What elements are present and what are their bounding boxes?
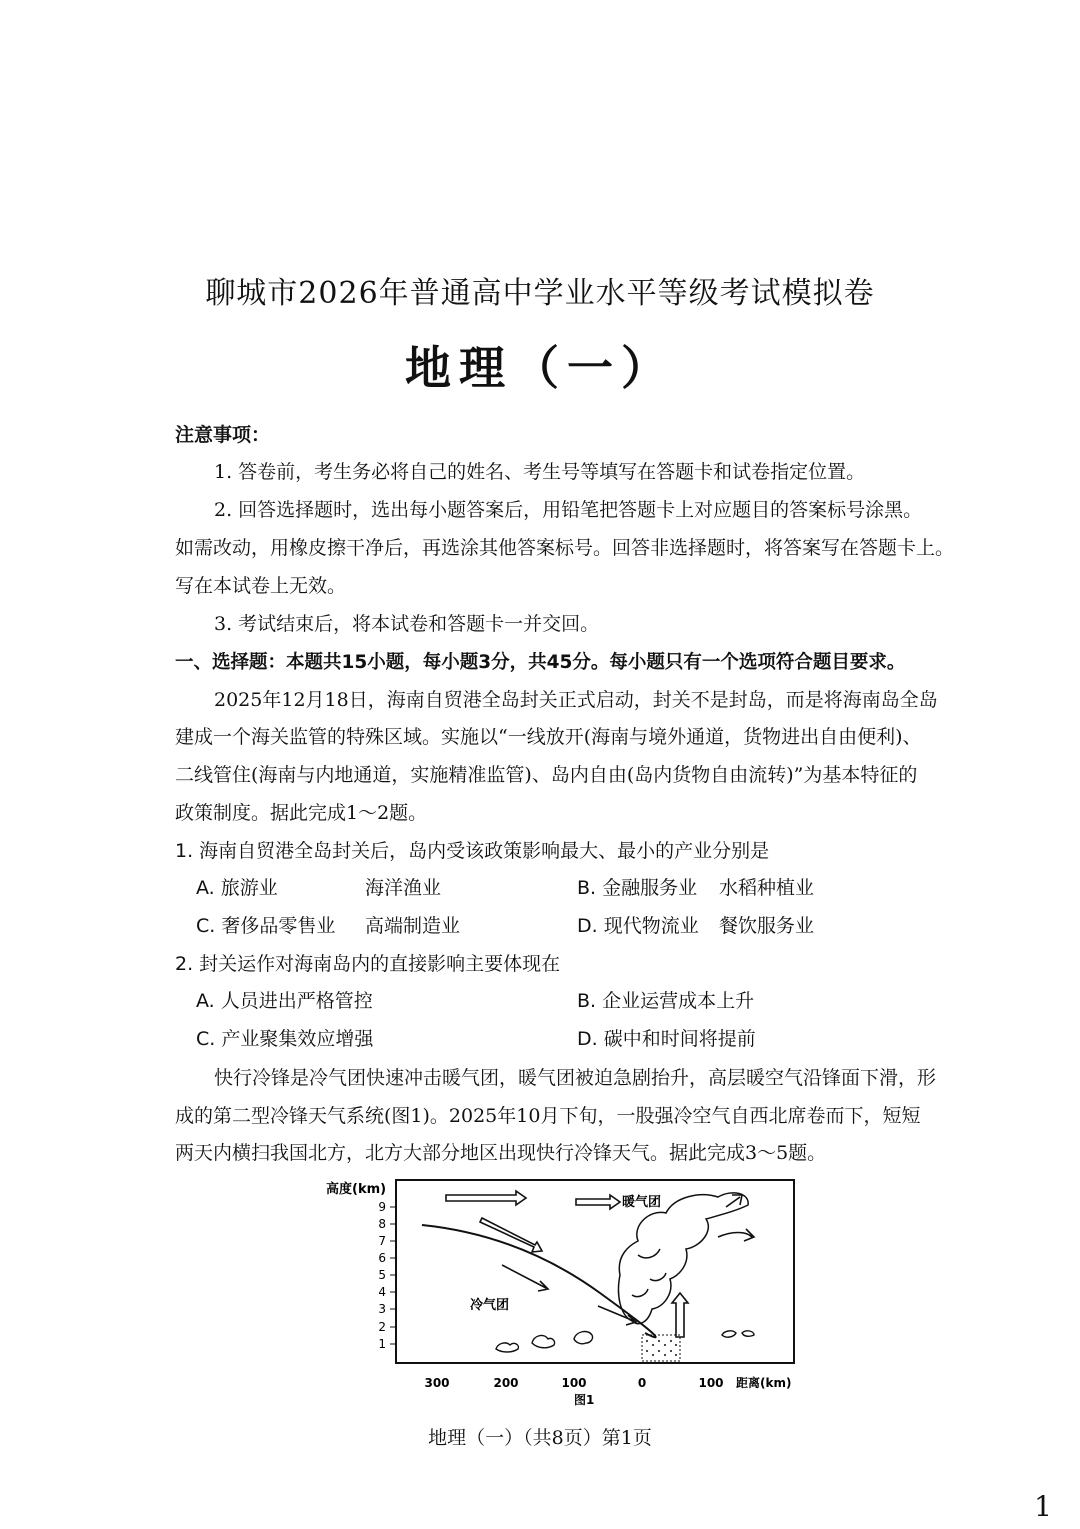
y-tick-6: 6 <box>378 1251 386 1265</box>
q1-option-b-2: 水稻种植业 <box>719 877 815 899</box>
upper-arrow-left <box>446 1191 526 1205</box>
figure-1-cold-front-diagram <box>320 1175 810 1415</box>
q1-option-d-2: 餐饮服务业 <box>719 915 815 937</box>
notice-item-2-line-1: 2. 回答选择题时，选出每小题答案后，用铅笔把答题卡上对应题目的答案标号涂黑。 <box>214 499 923 521</box>
precipitation-area <box>642 1335 680 1361</box>
subject-title: 地理（一） <box>405 341 675 395</box>
notice-item-1: 1. 答卷前，考生务必将自己的姓名、考生号等填写在答题卡和试卷指定位置。 <box>214 461 866 483</box>
small-cloud-5 <box>742 1331 754 1336</box>
q2-option-a: A. 人员进出严格管控 <box>196 990 373 1012</box>
outflow-arrow-upper <box>718 1229 754 1241</box>
small-clouds <box>496 1331 754 1352</box>
x-tick-300: 300 <box>424 1376 450 1390</box>
x-axis-label: 距离(km) <box>736 1376 792 1390</box>
y-ticks <box>378 1200 396 1351</box>
y-tick-5: 5 <box>378 1268 386 1282</box>
passage1-line-2: 建成一个海关监管的特殊区域。实施以“一线放开(海南与境外通道，货物进出自由便利)、 <box>175 726 922 748</box>
y-tick-7: 7 <box>378 1234 386 1248</box>
y-tick-9: 9 <box>378 1200 386 1214</box>
q2-option-c: C. 产业聚集效应增强 <box>196 1028 374 1050</box>
q2-option-b: B. 企业运营成本上升 <box>577 990 755 1012</box>
cloud-texture <box>632 1249 666 1297</box>
x-tick-100-right: 100 <box>698 1376 724 1390</box>
x-tick-200: 200 <box>493 1376 519 1390</box>
y-tick-1: 1 <box>378 1337 386 1351</box>
updraft-arrow-shape <box>672 1293 688 1337</box>
upper-descending-arrow <box>480 1218 542 1252</box>
small-cloud-1 <box>496 1343 518 1352</box>
upper-arrow-right <box>576 1195 620 1209</box>
q2-option-d: D. 碳中和时间将提前 <box>577 1028 756 1050</box>
q1-option-c-1: C. 奢侈品零售业 <box>196 915 336 937</box>
warm-air-label: 暖气团 <box>622 1195 662 1210</box>
passage2-line-3: 两天内横扫我国北方，北方大部分地区出现快行冷锋天气。据此完成3～5题。 <box>175 1142 827 1164</box>
passage1-line-4: 政策制度。据此完成1～2题。 <box>175 802 428 824</box>
q1-option-d-1: D. 现代物流业 <box>577 915 699 937</box>
y-tick-8: 8 <box>378 1217 386 1231</box>
small-cloud-4 <box>722 1331 736 1337</box>
rain-box <box>642 1335 680 1361</box>
small-cloud-2 <box>532 1336 555 1348</box>
notice-item-2-line-3: 写在本试卷上无效。 <box>175 575 347 597</box>
cold-air-label: 冷气团 <box>470 1298 510 1313</box>
question-2-stem: 2. 封关运作对海南岛内的直接影响主要体现在 <box>175 953 561 975</box>
q1-option-a-2: 海洋渔业 <box>365 877 442 899</box>
passage2-line-1: 快行冷锋是冷气团快速冲击暖气团，暖气团被迫急剧抬升，高层暖空气沿锋面下滑，形 <box>214 1067 937 1089</box>
question-1-stem: 1. 海南自贸港全岛封关后，岛内受该政策影响最大、最小的产业分别是 <box>175 840 770 862</box>
frontal-surface <box>422 1225 656 1337</box>
passage1-line-3: 二线管住(海南与内地通道，实施精准监管)、岛内自由(岛内货物自由流转)”为基本特征的 <box>175 764 918 786</box>
rain-dots <box>646 1340 677 1356</box>
y-tick-4: 4 <box>378 1285 386 1299</box>
updraft-arrow <box>672 1293 688 1337</box>
notice-item-3: 3. 考试结束后，将本试卷和答题卡一并交回。 <box>214 613 600 635</box>
x-tick-100-left: 100 <box>561 1376 587 1390</box>
y-tick-2: 2 <box>378 1320 386 1334</box>
q1-option-b-1: B. 金融服务业 <box>577 877 698 899</box>
outflow-arrow-top <box>726 1195 742 1207</box>
small-cloud-3 <box>574 1332 593 1344</box>
passage1-line-1: 2025年12月18日，海南自贸港全岛封关正式启动，封关不是封岛，而是将海南岛全岛 <box>214 689 938 711</box>
exam-title: 聊城市2026年普通高中学业水平等级考试模拟卷 <box>205 276 875 311</box>
section-heading: 一、选择题：本题共15小题，每小题3分，共45分。每小题只有一个选项符合题目要求。 <box>175 652 906 673</box>
x-ticks <box>424 1376 723 1390</box>
notice-heading: 注意事项： <box>175 424 271 446</box>
x-tick-0: 0 <box>637 1376 647 1390</box>
y-tick-3: 3 <box>378 1302 386 1316</box>
page-footer: 地理（一）（共8页）第1页 <box>428 1427 652 1449</box>
passage2-line-2: 成的第二型冷锋天气系统(图1)。2025年10月下旬，一股强冷空气自西北席卷而下，短短 <box>175 1105 921 1127</box>
page-number: 1 <box>1034 1490 1052 1523</box>
notice-item-2-line-2: 如需改动，用橡皮擦干净后，再选涂其他答案标号。回答非选择题时，将答案写在答题卡上。 <box>175 537 955 559</box>
mid-descending-arrow <box>502 1265 548 1291</box>
figure-caption: 图1 <box>574 1393 595 1407</box>
upper-flow-arrows <box>446 1191 620 1209</box>
y-axis-label: 高度(km) <box>326 1182 387 1197</box>
q1-option-c-2: 高端制造业 <box>365 915 461 937</box>
q1-option-a-1: A. 旅游业 <box>196 877 278 899</box>
